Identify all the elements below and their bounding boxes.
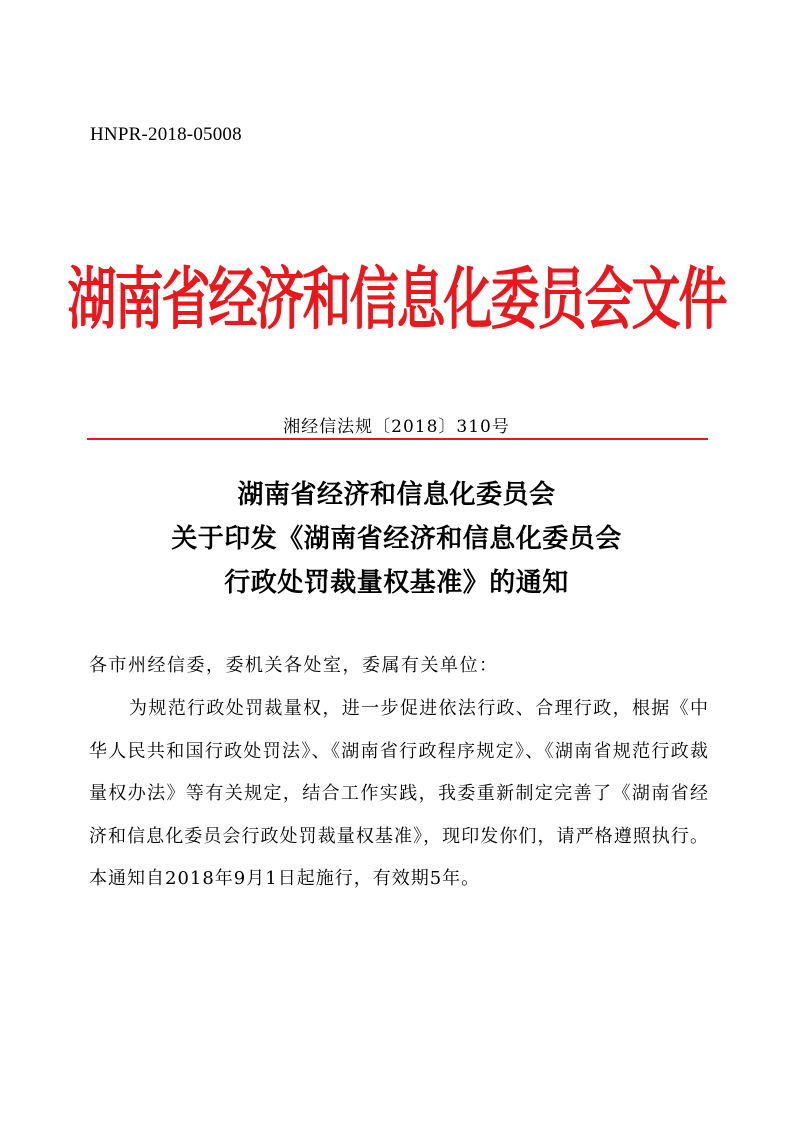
salutation: 各市州经信委，委机关各处室，委属有关单位：: [89, 655, 499, 676]
document-number: 湘经信法规〔2018〕310号: [283, 417, 510, 437]
red-divider-line: [87, 438, 708, 440]
notice-body: [89, 644, 709, 901]
title-line: 行政处罚裁量权基准》的通知: [224, 568, 569, 598]
document-code: HNPR-2018-05008: [90, 124, 242, 145]
issuer-heading: 湖南省经济和信息化委员会文件: [67, 260, 726, 339]
title-line: 湖南省经济和信息化委员会: [237, 480, 556, 510]
notice-title: [0, 473, 793, 605]
title-line: 关于印发《湖南省经济和信息化委员会: [171, 524, 622, 554]
body-paragraph: 为规范行政处罚裁量权，进一步促进依法行政、合理行政，根据《中华人民共和国行政处罚法》、《湖南省行政程序规定》、《湖南省规范行政裁量权办法》等有关规定，结合工作实践，我委重新制定完善了《湖南省经济和信息化委员会行政处罚裁量权基准》，现印发你们，请严格遵照执行。本通知自2018年9月1日起施行，有效期5年。: [89, 698, 709, 890]
